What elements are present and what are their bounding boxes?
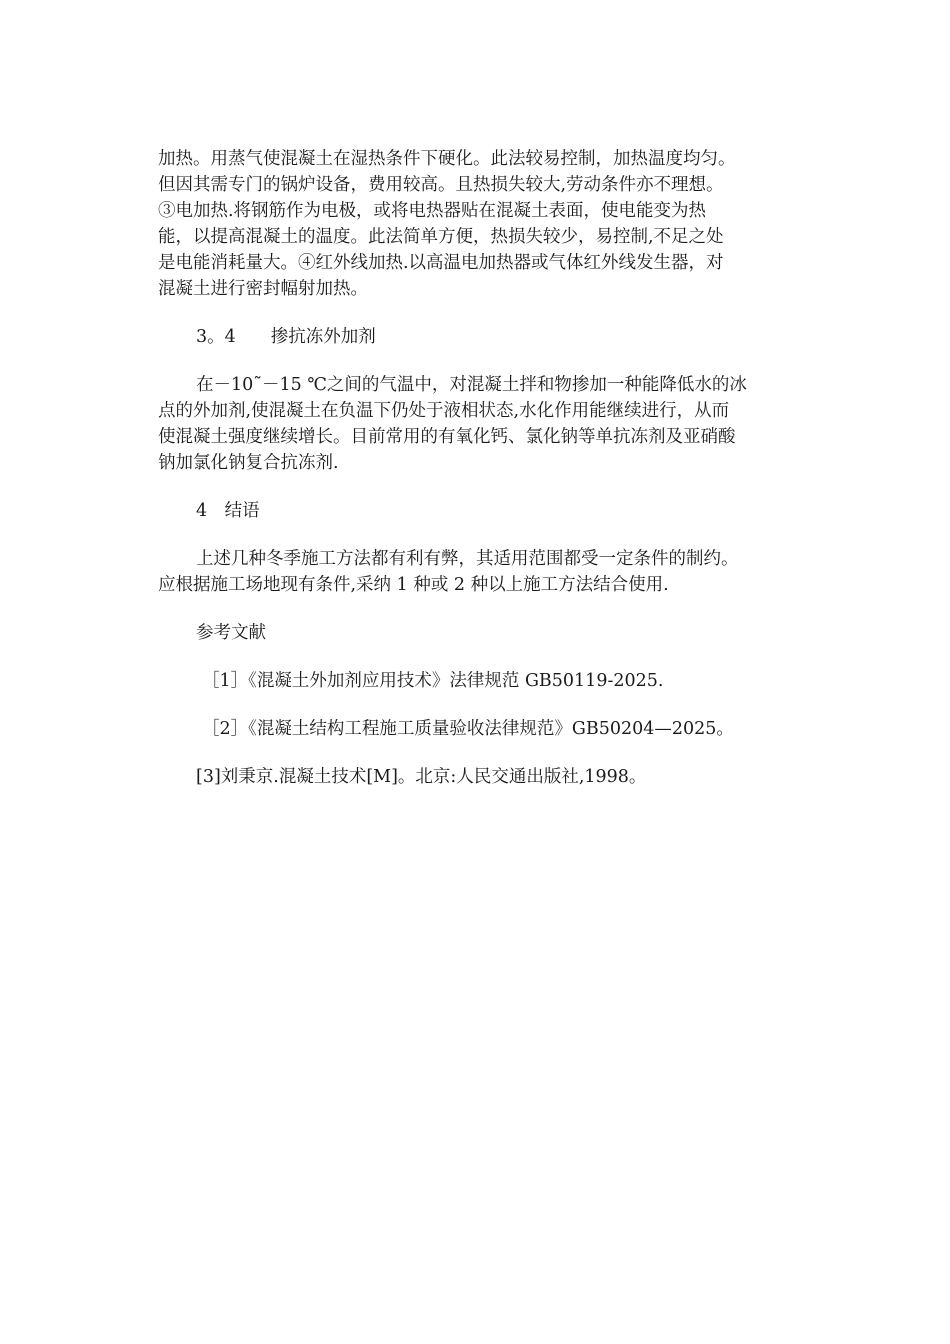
- paragraph-line: ③电加热.将钢筋作为电极，或将电热器贴在混凝土表面，使电能变为热: [158, 201, 707, 221]
- reference-item: ［1］《混凝土外加剂应用技术》法律规范 GB50119-2025.: [202, 671, 664, 691]
- paragraph-line: 在－10˜－15 ℃之间的气温中，对混凝土拌和物掺加一种能降低水的冰: [196, 375, 747, 395]
- intro-paragraph: [158, 146, 798, 302]
- paragraph-line: 点的外加剂,使混凝土在负温下仍处于液相状态,水化作用能继续进行，从而: [158, 401, 730, 421]
- paragraph-line: 钠加氯化钠复合抗冻剂.: [158, 453, 339, 473]
- paragraph-line: 但因其需专门的锅炉设备，费用较高。且热损失较大,劳动条件亦不理想。: [158, 175, 724, 195]
- paragraph-line: 是电能消耗量大。④红外线加热.以高温电加热器或气体红外线发生器，对: [158, 253, 724, 273]
- document-body: [158, 146, 798, 812]
- paragraph-line: 上述几种冬季施工方法都有利有弊，其适用范围都受一定条件的制约。: [196, 549, 739, 569]
- reference-item: [3]刘秉京.混凝土技术[M]。北京:人民交通出版社,1998。: [196, 767, 647, 787]
- paragraph-line: 加热。用蒸气使混凝土在湿热条件下硬化。此法较易控制，加热温度均匀。: [158, 149, 736, 169]
- paragraph-line: 能，以提高混凝土的温度。此法简单方便，热损失较少，易控制,不足之处: [158, 227, 724, 247]
- references-heading: 参考文献: [196, 623, 266, 643]
- paragraph-line: 混凝土进行密封幅射加热。: [158, 279, 368, 299]
- conclusion-paragraph: [158, 546, 798, 598]
- antifreeze-paragraph: [158, 372, 798, 476]
- section-heading-4: 4 结语: [196, 501, 260, 521]
- paragraph-line: 应根据施工场地现有条件,采纳 1 种或 2 种以上施工方法结合使用.: [158, 575, 669, 595]
- paragraph-line: 使混凝土强度继续增长。目前常用的有氧化钙、氯化钠等单抗冻剂及亚硝酸: [158, 427, 736, 447]
- section-heading-3-4: 3。4 掺抗冻外加剂: [196, 327, 376, 347]
- reference-item: ［2］《混凝土结构工程施工质量验收法律规范》GB50204—2025。: [202, 719, 734, 739]
